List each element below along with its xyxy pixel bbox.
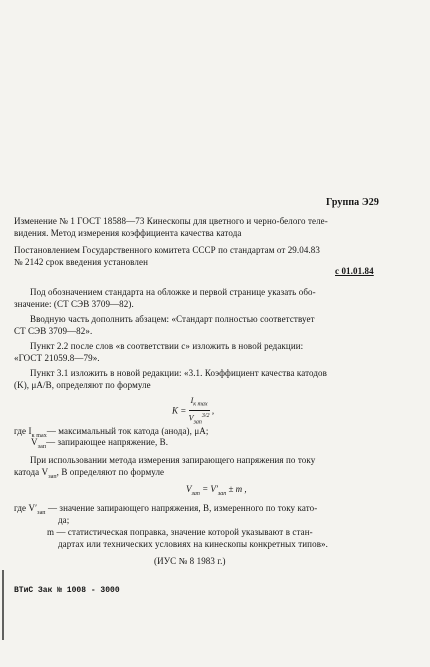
formula-1-denominator-sup: 3/2 — [201, 412, 210, 419]
paragraph-2-line-2: СТ СЭВ 3709—82». — [14, 326, 93, 336]
change-title-line-1: Изменение № 1 ГОСТ 18588—73 Кинескопы для цветного и черно-белого теле- — [14, 216, 328, 226]
change-title-line-2: видения. Метод измерения коэффициента качества катода — [14, 228, 242, 238]
decree-line-1: Постановлением Государственного комитета СССР по стандартам от 29.04.83 — [14, 245, 321, 255]
where-2-line-3: дартах или технических условиях на кинескопы конкретных типов». — [58, 539, 328, 549]
where-1-line-2: $V_{зап}—$ запирающее напряжение, В. — [31, 437, 169, 450]
formula-1-denominator-sub: зап — [193, 418, 202, 425]
formula-1-denominator: V — [188, 413, 194, 423]
paragraph-5-line-1: При использовании метода измерения запирающего напряжения по току — [30, 455, 316, 465]
paragraph-3-line-1: Пункт 2.2 после слов «в соответствии с» изложить в новой редакции: — [30, 341, 304, 351]
where-2-line-2: m — статистическая поправка, значение которой указывают в стан- — [47, 527, 313, 537]
decree-line-2: № 2142 срок введения установлен — [14, 257, 149, 267]
scan-edge-mark — [2, 570, 4, 640]
formula-1-lhs: K = — [172, 405, 187, 416]
formula-1-fraction — [189, 396, 210, 427]
formula-cutoff-voltage: $V_{зап} = V'_{зап} \pm m$ , — [186, 484, 247, 497]
print-footer: ВТиС Зак № 1008 - 3000 — [14, 586, 120, 595]
paragraph-4-line-1: Пункт 3.1 изложить в новой редакции: «3.1. Коэффициент качества катодов — [30, 368, 327, 378]
where-2-line-1: где $V'_{зап}$ — значение запирающего напряжения, В, измеренного по току като- — [14, 503, 318, 516]
formula-1-end: , — [211, 405, 215, 416]
paragraph-1-line-1: Под обозначением стандарта на обложке и первой странице указать обо- — [30, 287, 316, 297]
paragraph-3-line-2: «ГОСТ 21059.8—79». — [14, 353, 100, 363]
formula-1-numerator: I — [190, 396, 194, 405]
where-1-line-1: где $I_{к max}—$ максимальный ток катода (анода), μА; — [14, 426, 209, 439]
paragraph-4-line-2: (K), μА/В, определяют по формуле — [14, 380, 151, 390]
group-code: Группа Э29 — [326, 197, 379, 208]
ius-reference: (ИУС № 8 1983 г.) — [154, 556, 226, 566]
effective-date: с 01.01.84 — [335, 266, 374, 276]
paragraph-5-line-2: катода $V_{зап}$, В определяют по формуле — [14, 467, 165, 480]
formula-cathode-quality — [172, 396, 214, 427]
paragraph-1-line-2: значение: (СТ СЭВ 3709—82). — [14, 299, 134, 309]
paragraph-2-line-1: Вводную часть дополнить абзацем: «Стандарт полностью соответствует — [30, 314, 315, 324]
where-2-line-1-cont: да; — [58, 515, 70, 525]
formula-1-numerator-sub: к max — [193, 401, 208, 408]
